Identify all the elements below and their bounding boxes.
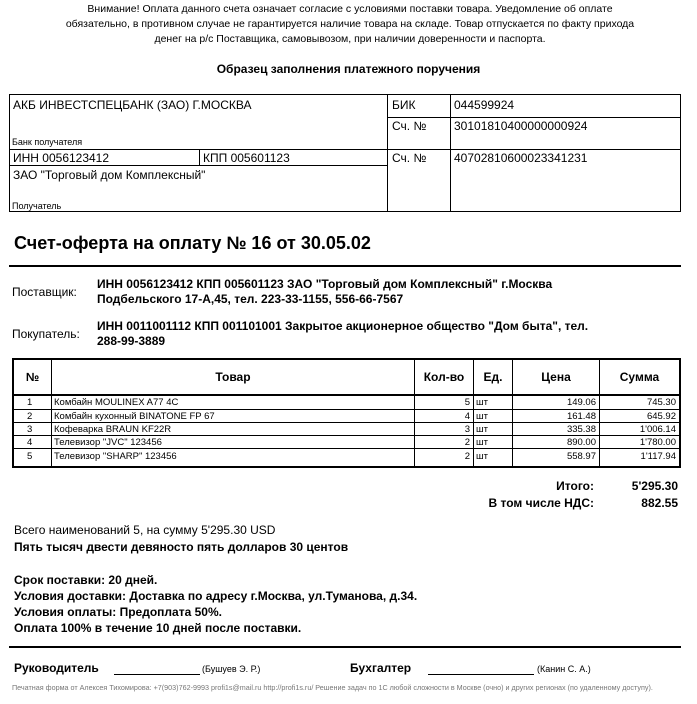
recipient-bank-label: Банк получателя bbox=[12, 137, 83, 147]
inn-value: ИНН 0056123412 bbox=[13, 151, 110, 165]
corr-account-value: 30101810400000000924 bbox=[454, 119, 588, 133]
bank-details-table bbox=[9, 94, 681, 212]
row-2-sum: 645.92 bbox=[646, 411, 676, 422]
row-5-sum: 1'117.94 bbox=[640, 451, 676, 462]
vat-value: 882.55 bbox=[641, 496, 678, 510]
footer-credits: Печатная форма от Алексея Тихомирова: +7(903)762-9993 profi1s@mail.ru http://profi1s.ru/ Решение задач по 1С любой сложности в Москве (очно) и других регионах (по удаленному доступу). bbox=[12, 683, 653, 692]
accountant-label: Бухгалтер bbox=[350, 661, 412, 675]
document-title: Счет-оферта на оплату № 16 от 30.05.02 bbox=[14, 233, 371, 253]
vat-label: В том числе НДС: bbox=[488, 496, 594, 510]
row-3-number: 3 bbox=[27, 424, 33, 435]
buyer-line-2: 288-99-3889 bbox=[97, 334, 166, 348]
col-header-number: № bbox=[25, 370, 40, 384]
term-delivery-conditions: Условия доставки: Доставка по адресу г.Москва, ул.Туманова, д.34. bbox=[14, 589, 418, 603]
summary-line: Всего наименований 5, на сумму 5'295.30 USD bbox=[14, 523, 276, 537]
row-3-price: 335.38 bbox=[566, 424, 596, 435]
director-name: (Бушуев Э. Р.) bbox=[202, 664, 261, 674]
account-label: Сч. № bbox=[392, 151, 427, 165]
row-5-unit: шт bbox=[476, 451, 488, 462]
bank-name: АКБ ИНВЕСТСПЕЦБАНК (ЗАО) Г.МОСКВА bbox=[13, 98, 252, 112]
amount-in-words: Пять тысяч двести девяносто пять долларов 30 центов bbox=[14, 540, 349, 554]
row-3-product: Кофеварка BRAUN KF22R bbox=[54, 424, 172, 435]
signature-divider bbox=[9, 646, 681, 648]
col-header-price: Цена bbox=[541, 370, 571, 384]
row-4-product: Телевизор "JVC" 123456 bbox=[54, 437, 162, 448]
row-4-price: 890.00 bbox=[566, 437, 596, 448]
row-2-unit: шт bbox=[476, 411, 488, 422]
buyer-line-1: ИНН 0011001112 КПП 001101001 Закрытое акционерное общество "Дом быта", тел. bbox=[97, 319, 589, 333]
total-label: Итого: bbox=[556, 479, 594, 493]
row-5-product: Телевизор "SHARP" 123456 bbox=[54, 451, 177, 462]
row-1-product: Комбайн MOULINEX A77 4C bbox=[54, 397, 179, 408]
recipient-label: Получатель bbox=[12, 201, 62, 211]
row-2-product: Комбайн кухонный BINATONE FP 67 bbox=[54, 411, 215, 422]
row-1-sum: 745.30 bbox=[646, 397, 676, 408]
col-header-unit: Ед. bbox=[483, 370, 503, 384]
buyer-label: Покупатель: bbox=[12, 327, 80, 341]
row-1-unit: шт bbox=[476, 397, 488, 408]
row-4-number: 4 bbox=[27, 437, 33, 448]
row-3-quantity: 3 bbox=[464, 424, 470, 435]
row-4-quantity: 2 bbox=[464, 437, 470, 448]
director-signature-line bbox=[114, 674, 200, 675]
notice-text: Внимание! Оплата данного счета означает согласие с условиями поставки товара. Уведомление об оплате обязательно, в противном случае не гарантируется наличие товара на складе. Товар отпускается по факту прихода денег на р/с Поставщика, самовывозом, при наличии доверенности и паспорта. bbox=[65, 3, 635, 45]
term-full-payment: Оплата 100% в течение 10 дней после поставки. bbox=[14, 621, 302, 635]
col-header-quantity: Кол-во bbox=[423, 370, 465, 384]
account-value: 40702810600023341231 bbox=[454, 151, 588, 165]
corr-account-label: Сч. № bbox=[392, 119, 427, 133]
bik-label: БИК bbox=[392, 98, 416, 112]
row-5-price: 558.97 bbox=[566, 451, 596, 462]
director-label: Руководитель bbox=[14, 661, 99, 675]
buyer-details bbox=[97, 319, 677, 349]
col-header-sum: Сумма bbox=[619, 370, 660, 384]
bik-value: 044599924 bbox=[454, 98, 515, 112]
row-2-number: 2 bbox=[27, 411, 33, 422]
row-1-price: 149.06 bbox=[566, 397, 596, 408]
kpp-value: КПП 005601123 bbox=[203, 151, 290, 165]
total-value: 5'295.30 bbox=[631, 479, 678, 493]
recipient-name: ЗАО "Торговый дом Комплексный" bbox=[13, 168, 206, 182]
row-2-price: 161.48 bbox=[566, 411, 596, 422]
items-table bbox=[12, 358, 681, 468]
row-4-unit: шт bbox=[476, 437, 488, 448]
sample-title: Образец заполнения платежного поручения bbox=[216, 62, 481, 76]
col-header-product: Товар bbox=[215, 370, 251, 384]
title-divider bbox=[9, 265, 681, 267]
row-3-unit: шт bbox=[476, 424, 488, 435]
accountant-signature-line bbox=[428, 674, 534, 675]
row-1-quantity: 5 bbox=[464, 397, 470, 408]
supplier-details bbox=[97, 277, 677, 307]
term-delivery-period: Срок поставки: 20 дней. bbox=[14, 573, 158, 587]
supplier-line-2: Подбельского 17-А,45, тел. 223-33-1155, 556-66-7567 bbox=[97, 292, 404, 306]
row-5-quantity: 2 bbox=[464, 451, 470, 462]
row-4-sum: 1'780.00 bbox=[639, 437, 676, 448]
accountant-name: (Канин С. А.) bbox=[537, 664, 591, 674]
row-1-number: 1 bbox=[27, 397, 33, 408]
term-payment-conditions: Условия оплаты: Предоплата 50%. bbox=[14, 605, 222, 619]
row-3-sum: 1'006.14 bbox=[639, 424, 676, 435]
supplier-line-1: ИНН 0056123412 КПП 005601123 ЗАО "Торговый дом Комплексный" г.Москва bbox=[97, 277, 553, 291]
row-2-quantity: 4 bbox=[464, 411, 470, 422]
supplier-label: Поставщик: bbox=[12, 285, 77, 299]
row-5-number: 5 bbox=[27, 451, 33, 462]
